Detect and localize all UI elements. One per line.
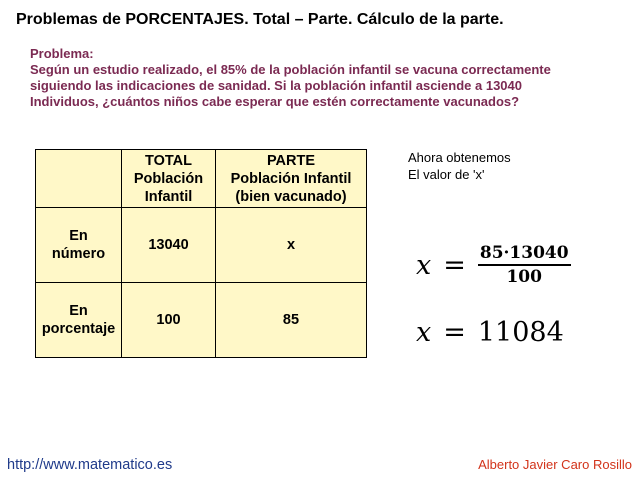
header-parte-cell: [216, 150, 367, 208]
row-label-line: En: [69, 228, 88, 244]
author-name: Alberto Javier Caro Rosillo: [478, 457, 632, 472]
percentage-table: [35, 149, 367, 358]
header-total-cell: [122, 150, 216, 208]
header-total-line: Infantil: [144, 188, 193, 205]
parte-value-cell: 85: [216, 283, 367, 358]
row-label-line: porcentaje: [41, 321, 116, 337]
table-header-row: [36, 150, 367, 208]
fraction-numerator: 85·13040: [478, 243, 571, 266]
header-total-line: TOTAL: [145, 152, 192, 169]
result-equation: [416, 312, 564, 352]
row-label-line: En: [69, 303, 88, 319]
explanation-note: [408, 149, 511, 183]
page-title: Problemas de PORCENTAJES. Total – Parte. Cálculo de la parte.: [16, 11, 504, 28]
website-link[interactable]: http://www.matematico.es: [7, 457, 173, 473]
parte-value-cell: x: [216, 208, 367, 283]
total-value-cell: 100: [122, 283, 216, 358]
problem-line: Según un estudio realizado, el 85% de la población infantil se vacuna correctamente: [30, 62, 551, 77]
result-value: 11084: [477, 316, 564, 348]
table-corner-cell: [36, 150, 122, 208]
table-row: [36, 208, 367, 283]
problem-heading: Problema:: [30, 46, 94, 61]
note-line: El valor de 'x': [408, 167, 485, 182]
header-total-line: Población: [133, 170, 204, 187]
fraction: [478, 243, 571, 287]
equals-sign: =: [443, 249, 466, 281]
fraction-denominator: 100: [506, 267, 542, 287]
problem-line: siguiendo las indicaciones de sanidad. Si la población infantil asciende a 13040: [30, 78, 522, 93]
row-label-line: número: [51, 246, 106, 262]
equals-sign: =: [443, 316, 466, 348]
problem-line: Individuos, ¿cuántos niños cabe esperar que estén correctamente vacunados?: [30, 94, 520, 109]
equation-variable: x: [416, 249, 432, 281]
total-value-cell: 13040: [122, 208, 216, 283]
row-label-cell: [36, 283, 122, 358]
header-parte-line: (bien vacunado): [235, 188, 347, 205]
header-parte-line: PARTE: [266, 152, 316, 169]
header-parte-line: Población Infantil: [230, 170, 352, 187]
equation-variable: x: [416, 316, 432, 348]
table-row: [36, 283, 367, 358]
problem-statement: [30, 46, 630, 110]
row-label-cell: [36, 208, 122, 283]
fraction-equation: [416, 240, 571, 290]
note-line: Ahora obtenemos: [408, 150, 511, 165]
